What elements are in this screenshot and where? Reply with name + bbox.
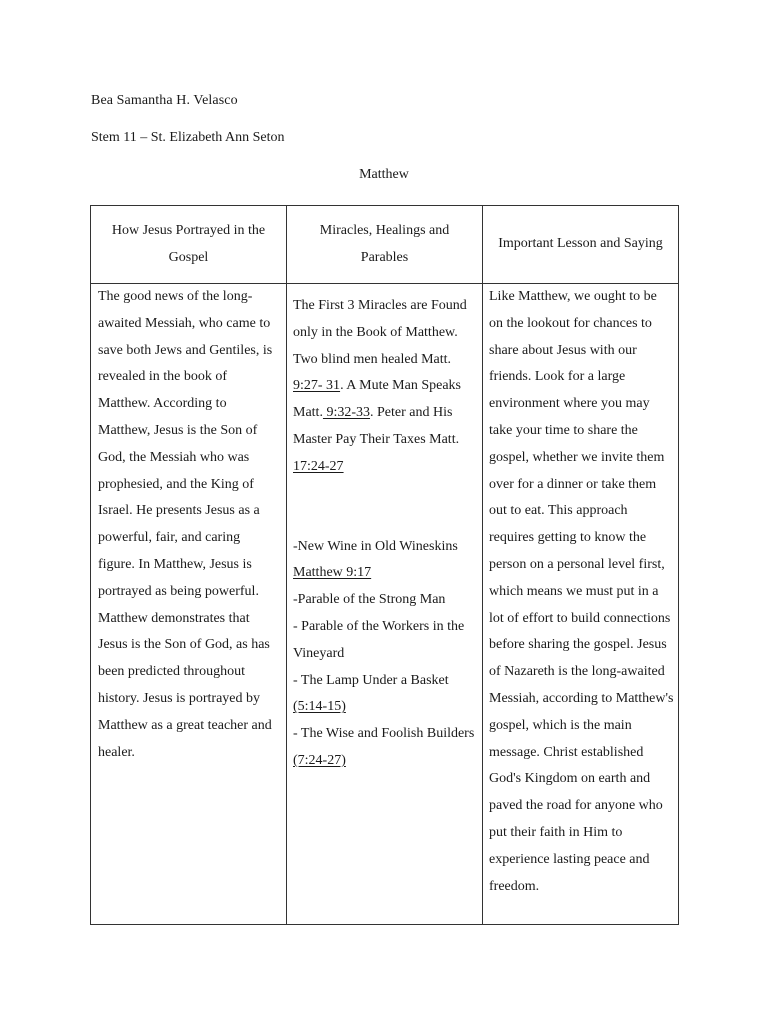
lesson-cell [483, 284, 679, 925]
parable-5-ref: (7:24-27) [293, 752, 346, 768]
parable-item-5 [293, 721, 476, 775]
header-miracles [287, 206, 483, 284]
parable-1-text: -New Wine in Old Wineskins [293, 538, 458, 554]
parable-1-ref: Matthew 9:17 [293, 565, 372, 581]
section-label: Stem 11 – St. Elizabeth Ann Seton [91, 130, 285, 145]
miracles-cell [287, 284, 483, 925]
author-name: Bea Samantha H. Velasco [91, 93, 238, 108]
header-portrayal [91, 206, 287, 284]
spacer [293, 481, 476, 534]
miracles-mid-2: . Peter and His Master Pay Their Taxes Matt. [293, 405, 460, 447]
header-portrayal-text: How Jesus Portrayed in the Gospel [111, 222, 266, 265]
table-row [91, 284, 679, 925]
miracles-mid-1: . A Mute Man Speaks Matt. [293, 378, 462, 421]
portrayal-cell [91, 284, 287, 925]
lesson-text: Like Matthew, we ought to be on the lookout for chances to share about Jesus with our friends. Look for a large environment where you may take your time to share the gospel, whether we invite them over for a dinner or take them out to eat. This approach requires getting to know the person on a personal level first, which means we must put in a lot of effort to build connections before sharing the gospel. Jesus of Nazareth is the long-awaited Messiah, according to Matthew's gospel, which is the main message. Christ established God's Kingdom on earth and paved the road for anyone who put their faith in Him to experience lasting peace and freedom. [489, 289, 674, 894]
table-header-row [91, 206, 679, 284]
header-lesson [483, 206, 679, 284]
header-miracles-text: Miracles, Healings and Parables [319, 222, 450, 265]
parable-5-text: - The Wise and Foolish Builders [293, 726, 475, 742]
miracle-ref-3: 17:24-27 [293, 458, 344, 474]
parable-item-1 [293, 534, 476, 588]
miracles-intro: The First 3 Miracles are Found only in the Book of Matthew. Two blind men healed Matt. [293, 298, 467, 367]
miracle-ref-2: 9:32-33 [322, 405, 371, 421]
parable-3-text: - Parable of the Workers in the Vineyard [293, 618, 465, 661]
parable-4-text: - The Lamp Under a Basket [293, 672, 449, 688]
gospel-table [90, 205, 679, 925]
portrayal-text: The good news of the long-awaited Messiah, who came to save both Jews and Gentiles, is revealed in the book of Matthew. According to Matthew, Jesus is the Son of God, the Messiah who was prophesied, and the King of Israel. He presents Jesus as a powerful, fair, and caring figure. In Matthew, Jesus is portrayed as being powerful. Matthew demonstrates that Jesus is the Son of God, as has been predicted throughout history. Jesus is portrayed by Matthew as a great teacher and healer. [98, 289, 273, 760]
miracles-paragraph [293, 293, 476, 481]
parable-item-4 [293, 668, 476, 722]
document-title: Matthew [359, 167, 409, 182]
parable-item-3 [293, 614, 476, 668]
parable-2-text: -Parable of the Strong Man [293, 592, 446, 608]
header-lesson-text: Important Lesson and Saying [498, 236, 663, 252]
parable-item-2 [293, 587, 476, 614]
parable-4-ref: (5:14-15) [293, 699, 346, 715]
miracle-ref-1: 9:27- 31 [293, 378, 341, 394]
